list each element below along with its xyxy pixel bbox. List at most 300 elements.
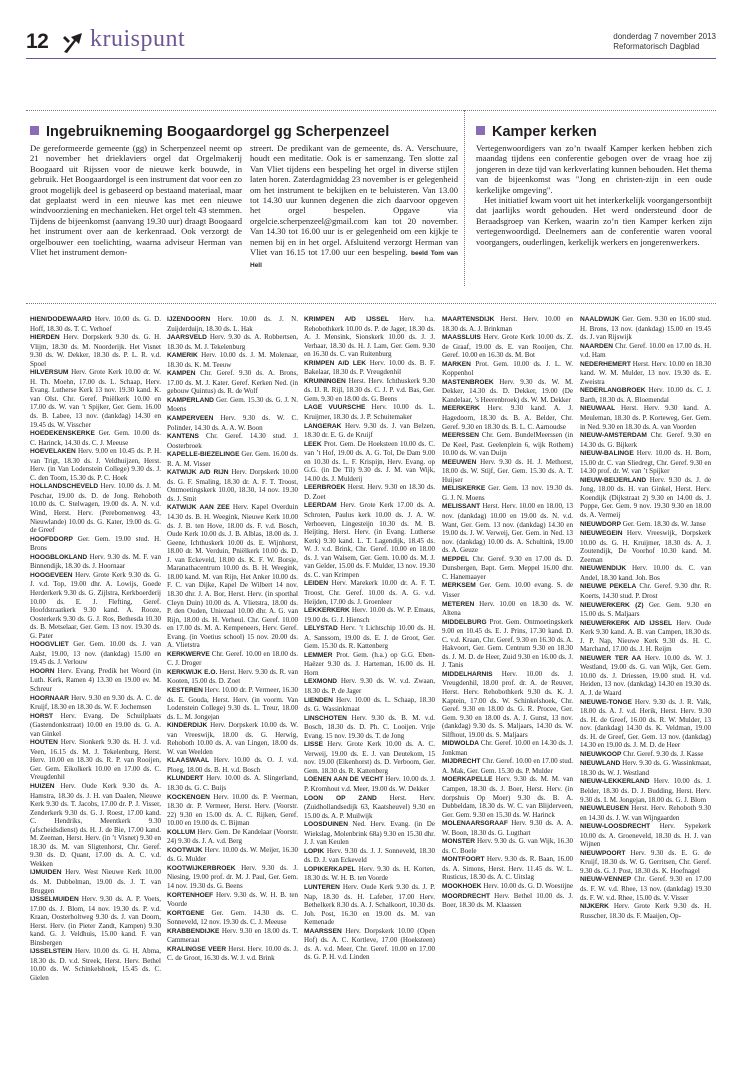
listing-entry bbox=[580, 849, 711, 876]
listing-entry bbox=[167, 846, 298, 864]
listing-services: Chr. Geref. 10.00 en 18.00 ds. C. J. Droger bbox=[167, 649, 298, 668]
article-kamper-body bbox=[476, 143, 712, 247]
listing-place: MEEUWEN bbox=[442, 458, 477, 466]
listing-entry bbox=[442, 775, 573, 819]
title-bullet-icon bbox=[30, 126, 39, 135]
listing-entry bbox=[167, 333, 298, 351]
listing-entry bbox=[442, 458, 573, 485]
listing-place: NIEUWERKERK A/D IJSSEL bbox=[580, 619, 673, 627]
listing-entry bbox=[30, 895, 161, 947]
listing-entry bbox=[30, 868, 161, 895]
listing-entry bbox=[304, 579, 435, 606]
listing-place: LEEK bbox=[304, 440, 322, 448]
listing-place: KAPELLE-BIEZELINGE bbox=[167, 451, 240, 459]
listing-services: Herv. 10.00 ds. C. J. Barth, 18.30 ds. A. Bloemendal bbox=[580, 386, 711, 404]
listing-services: Herv. 9.30 ds. J. J. Sonneveld, 18.30 ds. D. J. van Eckeveld bbox=[304, 846, 435, 865]
listing-services: Herv. 10.00 ds. A. Slingerland, 18.30 ds. G. C. Buijs bbox=[167, 774, 298, 792]
listing-place: MOERKAPELLE bbox=[442, 776, 493, 784]
listing-entry bbox=[30, 571, 161, 640]
listing-entry bbox=[580, 315, 711, 342]
listing-entry bbox=[30, 315, 161, 333]
listing-services: Herv. West Nieuwe Kerk 10.00 ds. M. Dubbelman, 19.00 ds. J. T. van Bruggen bbox=[30, 868, 161, 895]
listing-place: NIEUWAAL bbox=[580, 405, 616, 413]
listing-place: NIEUWLEUSEN bbox=[580, 805, 629, 813]
listing-services: Herv. Bethel 10.00 ds. J. Boer, 18.30 ds. M. Klaassen bbox=[442, 891, 573, 910]
listing-place: MOOKHOEK bbox=[442, 883, 482, 890]
listing-entry bbox=[30, 712, 161, 739]
article-title-kamper bbox=[476, 124, 597, 140]
listing-place: LOPIK bbox=[304, 847, 325, 855]
listing-entry bbox=[304, 624, 435, 651]
listing-entry bbox=[580, 875, 711, 902]
listing-column bbox=[580, 315, 711, 1063]
listing-services: Chr. Geref. 14.30 stud. J. Oosterbroek bbox=[167, 432, 298, 450]
listing-place: MERKSEM bbox=[442, 582, 476, 590]
listing-place: LOPIKERKAPEL bbox=[304, 865, 356, 873]
listing-entry bbox=[30, 694, 161, 712]
listing-place: KOOTWIJK bbox=[167, 846, 203, 854]
listing-entry bbox=[580, 520, 711, 530]
listing-place: HOORN bbox=[30, 667, 55, 675]
listing-services: Herv. 9.30 ds. B. M. v.d. Bosch, 18.30 ds. D. Ph. C. Looijen. Vrije Evang. 15 nov. 19.30 ds. T. de Jong bbox=[304, 713, 435, 740]
listing-services: Herv. 10.00 ds. G. H. Abma, 18.30 ds. D. v.d. Streek, Herst. Herv. Bethel 10.00 ds. W. Schinkelshoek, 15.45 ds. C. Gielen bbox=[30, 947, 161, 983]
listing-services: Prot. Gem. Ontmoetingskerk 9.00 en 10.45 ds. E. J. Prins, 17.30 kand. D. C. v.d. Kraan, Chr. Geref. 9.30 en 16.30 ds. A. Hakvoort, Ger. Gem. Centrum 9.30 en 18.30 ds. J. M. D. de Heer, Zuid 9.30 en 16.00 ds. J. J. Tanis bbox=[442, 617, 573, 670]
listing-entry bbox=[167, 450, 298, 468]
listing-entry bbox=[167, 686, 298, 721]
listing-place: KANTENS bbox=[167, 433, 199, 441]
listing-services: Herv. 9.00 en 10.45 ds. P. H. van Trigt, 18.30 ds. J. Veldhuijzen, Herst. Herv. (in Van Lodenstein College) 9.30 ds. J. C. den Toom, 15.30 ds. P. C. Hoek bbox=[30, 447, 161, 482]
listing-services: Chr. Geref. 9.30 en 17.00 ds. D. Dunsbergen, Bapt. Gem. Meppel 16.00 dhr. C. Hanemaayer bbox=[442, 554, 573, 581]
listing-place: MEERKERK bbox=[442, 405, 480, 413]
listing-entry bbox=[304, 606, 435, 624]
listing-services: Chr. Geref. 9.30 dhr. R. Koerts, 14.30 stud. P. Drost bbox=[580, 582, 711, 600]
listing-services: Herv. 10.00 ds. H. Born, 15.00 dr. C. van Sliedregt, Chr. Geref. 9.30 en 14.30 prof. dr. W. van ’t Spijker bbox=[580, 449, 711, 476]
listing-place: KATWIJK A/D RIJN bbox=[167, 469, 229, 477]
listing-entry bbox=[580, 449, 711, 476]
listing-place: KINDERDIJK bbox=[167, 722, 208, 730]
listing-services: Herv. 9.30 ds. H. J. Methorst, 18.00 ds. W. Stijf, Ger. Gem. 15.30 ds. A. T. Huijser bbox=[442, 457, 573, 484]
listing-place: KRIMPEN A/D LEK bbox=[304, 359, 367, 367]
header-dateline bbox=[613, 32, 716, 52]
listing-entry bbox=[30, 553, 161, 571]
listing-services: Herv. 10.00 ds. C. van Andel, 18.30 kand. Joh. Bos bbox=[580, 564, 711, 582]
listing-place: MASTENBROEK bbox=[442, 378, 494, 386]
listing-services: Prot. Gem. (h.a.) op G.G. Eben-Haëzer 9.30 ds. J. Harteman, 16.00 ds. H. Horn bbox=[304, 650, 435, 677]
listing-services: Ger. Gem. 10.00 ds. J. van Aalst, 19.00, 13 nov. (dankdag) 15.00 en 19.45 ds. J. Verlouw bbox=[30, 640, 161, 667]
article-title-orgel bbox=[30, 124, 389, 140]
listing-place: NIEUWE PEKELA bbox=[580, 583, 637, 591]
listing-services: Ger. Gem. 13 nov. 19.30 ds. G. J. N. Moens bbox=[442, 484, 573, 502]
listing-entry bbox=[580, 902, 711, 920]
listing-entry bbox=[167, 396, 298, 414]
listing-services: Ger. Gem. 10.00 ds. C. Harinck, 14.30 ds. C. J. Meeuse bbox=[30, 429, 161, 447]
listing-entry bbox=[580, 431, 711, 449]
listing-services: Herv. 10.00 ds. J. M. Molenaar, 18.30 ds. K. M. Teeuw bbox=[167, 351, 298, 369]
listing-services: Herv. Grote Kerk 10.00 ds. Z. de Graaf, 19.00 ds. E. van Rooijen, Chr. Geref. 10.00 en 16.30 ds. M. Bot bbox=[442, 333, 573, 360]
listing-services: Ned. Herv. Evang. (in De Wiekslag, Molenbrink 68a) 9.30 en 15.30 dhr. J. J. van Keulen bbox=[304, 820, 435, 847]
listing-services: Herv. Dorpskerk 10.00 ds. W. van Vreeswijk, 18.00 ds. G. Herwig, Rehoboth 10.00 ds. A. van Lingen, 18.00 ds. W. van Weelden bbox=[167, 721, 298, 756]
listing-services: Herv. 9.30 ds. J. R. Valk, 18.00 ds. A. J. v.d. Herik, Herst. Herv. 9.30 ds. H. de Greef, 16.00 ds. R. W. Mulder, 13 nov. (dankdag) 14.30 ds. K. Veldman, 19.00 ds. H. de Greef, Ger. Gem. 13 nov. (dankdag) 14.30 en 19.00 ds. J. M. D. de Heer bbox=[580, 697, 711, 750]
article-kamper-paragraph-2: Het initiatief kwam voort uit het interkerkelijk voorgangersontbijt dat jaarlijks wordt gehouden. Het werd ondersteund door de Beraadsgroep van Kerken, waarin zo’n tien Kamper kerken zijn vertegenwoordigd. Deelnemers aan de conferentie waren vooral voorgangers, ouderlingen, kerkelijk werkers en jongerenwerkers. bbox=[476, 195, 712, 247]
listing-place: KRUININGEN bbox=[304, 377, 346, 385]
listing-place: KRALINGSE VEER bbox=[167, 945, 227, 953]
listing-services: Herv. 10.00 ds. W. P. Emaus, 19.00 ds. G. J. Hiensch bbox=[304, 606, 435, 624]
listing-entry bbox=[442, 739, 573, 757]
listing-services: Herv. 9.30 ds. A. Robbertsen, 18.30 ds. M. J. Tekelenburg bbox=[167, 333, 298, 351]
listing-place: LEMMER bbox=[304, 651, 333, 659]
listing-place: HOOGEVEEN bbox=[30, 571, 73, 579]
listing-services: Chr. Geref. 10.00 en 17.00 ds. H. v.d. Ham bbox=[580, 341, 711, 360]
divider-top bbox=[26, 110, 716, 111]
listing-entry bbox=[167, 891, 298, 909]
listing-services: Herv. 10.00 ds. J. Belder, 18.30 ds. D. J. Budding, Herst. Herv. 9.30 ds. I. M. Jongejan, 18.00 ds. G. J. Blom bbox=[580, 777, 711, 804]
listing-entry bbox=[30, 738, 161, 782]
listing-place: HOEDEKENSKERKE bbox=[30, 430, 95, 438]
listing-entry bbox=[580, 529, 711, 564]
listing-services: Ger. Gem. 19.00 stud. H. Brons bbox=[30, 534, 161, 553]
listing-entry bbox=[30, 333, 161, 368]
listing-entry bbox=[304, 501, 435, 579]
listing-entry bbox=[304, 883, 435, 927]
listing-place: LELYSTAD bbox=[304, 625, 338, 633]
listing-entry bbox=[304, 651, 435, 678]
listing-services: Herv. Sionkerk 9.30 ds. H. J. v.d. Veen, 16.15 ds. M. J. Tekelenburg, Herst. Herv. 10.00 en 18.30 ds. R. P. van Rooijen, Ger. Gem. Eikolkerk 10.00 en 17.00 ds. C. Vreugdenhil bbox=[30, 738, 161, 782]
listing-entry bbox=[442, 670, 573, 739]
listing-entry bbox=[304, 820, 435, 847]
listing-entry bbox=[580, 601, 711, 619]
listing-place: MOLENAARSGRAAF bbox=[442, 820, 508, 828]
listing-place: NIEUWER TER AA bbox=[580, 654, 642, 662]
listing-place: METEREN bbox=[442, 600, 475, 608]
listing-place: LINSCHOTEN bbox=[304, 714, 347, 722]
listing-entry bbox=[442, 837, 573, 855]
listing-place: KAMERIK bbox=[167, 352, 198, 360]
listing-place: NIJKERK bbox=[580, 903, 609, 911]
listing-services: Herv. 10.00 dr. P. Vermeer, 16.30 ds. E. Gouda, Herst. Herv. (in voorm. Van Lodenstein College) 9.30 ds. L. Treur, 18.00 ds. L. M. Jongejan bbox=[167, 685, 298, 721]
listing-place: KRIMPEN A/D IJSSEL bbox=[304, 316, 389, 323]
listing-entry bbox=[167, 945, 298, 963]
article-orgel-paragraph-2: streert. De predikant van de gemeente, ds. A. Verschuure, houdt een meditatie. Ook is er samenzang. Ten slotte zal Van Vliet tijdens een bespeling het orgel in diverse stijlen laten horen. Zaterdagmiddag 23 november is er gelegenheid om het instrument te bekijken en te beluisteren. Van 13.00 tot 14.30 uur kunnen degenen die zich daarvoor opgeven het orgel bespelen. Opgave via orgelcie.scherpenzeel@gmail.com kan tot 20 november. Van 14.30 tot 16.00 uur is er gelegenheid om een kijkje te nemen bij en in het orgel. Afsluitend verzorgt Herman van Vliet van 16.15 tot 17.00 uur een bespeling. beeld Tom van Hell bbox=[250, 143, 459, 270]
listing-entry bbox=[304, 740, 435, 775]
listing-services: Herv. Dorpskerk 9.30 ds. G. H. Vlijm, 18.30 ds. M. Noorderijk. Het Visnet 9.30 ds. W. Dekker, 18.30 ds. P. L. R. v.d. Spoel bbox=[30, 333, 161, 368]
listing-place: MIDDELBURG bbox=[442, 618, 487, 626]
listing-place: KAMPEN bbox=[167, 370, 196, 378]
listing-entry bbox=[442, 484, 573, 502]
listing-entry bbox=[580, 759, 711, 777]
listing-services: Herv. 9.30 ds. W. M. Dekker, 14.30 ds. D. Dekker, 19.00 (De Kandelaar, ’s Heerenbroek) ds. W. M. Dekker bbox=[442, 377, 573, 404]
listing-entry bbox=[304, 377, 435, 404]
divider-listings bbox=[26, 303, 716, 304]
listing-services: Herv. Evang. Predik het Woord (in Luth. Kerk, Ramen 4) 13.30 en 19.00 ev. M. Schreur bbox=[30, 666, 161, 693]
listing-services: Herst. Herv. 10.00 en 18.30 ds. A. J. Brinkman bbox=[442, 315, 573, 333]
listing-entry bbox=[167, 315, 298, 333]
listing-services: Herv. 9.30 ds. A. P. Voets, 17.00 ds. J. Blom, 14 nov. 19.30 ds. P. v.d. Kraan, Oosterholtweg 9.30 ds. J. van Doorn, Herst. Herv. (in Pieter Zandt, Kampen) 9.30 kand. G. J. Veldhuis, 15.00 kand. F. van Binsbergen bbox=[30, 895, 161, 947]
listing-place: HOOFDDORP bbox=[30, 535, 73, 543]
article-orgel-col1 bbox=[30, 143, 242, 257]
listing-place: LAGE VUURSCHE bbox=[304, 404, 366, 412]
listing-services: Herv. Gem. De Kandelaar (Voorstr. 24) 9.30 ds. J. A. v.d. Berg bbox=[167, 827, 298, 846]
listing-entry bbox=[442, 581, 573, 599]
listing-services: Herv. Sypekerk 10.00 ds. A. Groeneveld, 18.30 ds. H. J. van Wijnen bbox=[580, 822, 711, 849]
listing-entry bbox=[304, 403, 435, 421]
listing-place: LEERDAM bbox=[304, 502, 337, 510]
listing-services: Herv. 9.30 ds. E. G. de Kruijf, 18.30 ds. W. G. Gerritsen, Chr. Geref. 9.30 ds. G. J. Post, 18.30 ds. K. Hoefnagel bbox=[580, 848, 711, 875]
listing-place: KLUNDERT bbox=[167, 775, 204, 783]
listing-entry bbox=[442, 404, 573, 431]
listing-entry bbox=[304, 440, 435, 484]
listing-place: NAALDWIJK bbox=[580, 316, 620, 323]
listing-services: Herv. 10.00 ds. J. Vreugdenhil, 18.00 prof. dr. A. de Reuver, Herst. Herv. Rehobothkerk 9.30 ds. K. J. Kaptein, 17.00 ds. W. Schinkelshoek, Chr. Geref. 9.30 en 18.00 ds. G. R. Procee, Ger. Gem. 9.30 en 18.00 ds. A. J. Gunst, 13 nov. (dankdag) 9.30 ds. S. Maljaars, 14.30 ds. W. Silfhout, 19.00 ds. S. Maljaars bbox=[442, 669, 573, 739]
listing-entry bbox=[30, 429, 161, 447]
listing-entry bbox=[30, 947, 161, 982]
listing-services: Chr. Gem. BundelMeerssen (in De Keel, Past. Geelenplein 6, wijk Rothem) 10.00 ds. W. van Duijn bbox=[442, 431, 573, 458]
listing-services: Herst. Herv. 9.30 ds. R. van Kooten, 15.00 ds. D. Zoet bbox=[167, 667, 298, 686]
listing-services: Herv. ’t Lichtschip 10.00 ds. H. A. Sanssom, 19.00 ds. E. J. de Groot, Ger. Gem. 15.30 ds. R. Kattenberg bbox=[304, 624, 435, 651]
listing-services: Herv. Kapel Overduin 14.30 ds. B. H. Weegink, Nieuwe Kerk 10.00 ds. J. B. ten Hove, 18.00 ds. F. v.d. Bosch, Oude Kerk 10.00 ds. J. B. Alblas, 18.00 ds. J. Geene, Ichthuskerk 10.00 ds. E. Wijnhorst, 18.00 dr. M. Verduin, Pniëlkerk 10.00 ds. D. J. van Eckeveld, 18.00 ds. K. F. W. Borsje, Maranathacentrum 10.00 ds. B. H. Weegink, 18.00 kand. M. van Rijn, Het Anker 10.00 ds. F. C. van Dijke, Kapel De Wilbert 14 nov. 18.30 dhr. J. A. Bor, Herst. Herv. (in sporthal Cleyn Duin) 10.00 ds. A. Vlietstra, 18.00 ds. P. den Ouden, Uniezaal 10.00 dhr. A. G. van Rijn, 18.00 ds. H. Verheul. Chr. Geref. 10.00 en 17.00 ds. M. A. Kempeneers, Herv. Geref. Evang. (in Voetius school) 15 nov. 20.00 ds. A. Vlietstra bbox=[167, 503, 298, 650]
listing-place: NIEUWE-TONGE bbox=[580, 698, 632, 706]
listing-place: HUIZEN bbox=[30, 782, 55, 790]
listing-entry bbox=[167, 756, 298, 774]
listing-column bbox=[442, 315, 573, 1063]
listing-services: Chr. Geref. 10.00 en 14.30 ds. J. Jonkman bbox=[442, 739, 573, 757]
listing-entry bbox=[580, 582, 711, 600]
listing-entry bbox=[30, 368, 161, 429]
listing-services: Herv. 9.30 ds. H. Korten, 18.30 ds. W. H. B. ten Voorde bbox=[304, 864, 435, 883]
listing-place: LOENEN AAN DE VECHT bbox=[304, 776, 384, 784]
listing-place: MEPPEL bbox=[442, 555, 470, 563]
listing-entry bbox=[580, 822, 711, 849]
listing-place: KATWIJK AAN ZEE bbox=[167, 504, 230, 512]
listing-entry bbox=[304, 677, 435, 695]
listing-place: HOOGBLOKLAND bbox=[30, 553, 88, 561]
listing-entry bbox=[167, 369, 298, 396]
listing-entry bbox=[304, 847, 435, 865]
listing-entry bbox=[167, 793, 298, 828]
listing-services: Herv. Grote Kerk 9.30 ds. G. J. v.d. Top, 19.00 dhr. A. Lowijs, Goede Herderkerk 9.30 ds. G. Zijlstra, Kerkboerderij 10.00 ds. E. J. Flefting, Geref. Hoofdstraatkerk 9.30 kand. A. Rooze, Oosterkerk 9.30 ds. G. J. Ros, Bethesda 10.30 ds. B. Metselaar, Ger. Gem. 13 nov. 19.30 ds. G. Pater bbox=[30, 570, 161, 640]
header-rule bbox=[26, 58, 716, 59]
listing-services: Ger. Gem. 14.30 ds. C. Sonneveld, 12 nov. 19.30 ds. C. J. Meeuse bbox=[167, 908, 298, 927]
listing-entry bbox=[167, 503, 298, 649]
listing-place: KESTEREN bbox=[167, 686, 203, 694]
listing-entry bbox=[442, 555, 573, 582]
listing-place: LEERBROEK bbox=[304, 484, 346, 492]
listing-place: KAMPERVEEN bbox=[167, 415, 214, 423]
listing-services: Herv. Evang. De Schuilplaats (Gastendonkstraat) 10.00 en 19.00 ds. G. A. van Ginkel bbox=[30, 711, 161, 738]
listing-entry bbox=[580, 564, 711, 582]
listing-entry bbox=[442, 502, 573, 554]
listing-entry bbox=[30, 640, 161, 667]
listing-place: HILVERSUM bbox=[30, 369, 69, 377]
listing-services: Ger. Gem. 9.30 en 16.00 stud. H. Brons, 13 nov. (dankdag) 15.00 en 19.45 ds. J. van Rijswijk bbox=[580, 315, 711, 342]
listing-entry bbox=[30, 667, 161, 694]
listing-services: Herst. Herv. 10.00 ds. J. C. de Groot, 16.30 ds. W. J. v.d. Brink bbox=[167, 944, 298, 963]
listing-place: KAMPERLAND bbox=[167, 396, 214, 404]
listing-place: MEERSSEN bbox=[442, 432, 480, 440]
listing-entry bbox=[167, 927, 298, 945]
listing-services: Chr. Geref. 9.30 en 17.00 ds. F. W. v.d. Rhee, 13 nov. (dankdag) 19.30 ds. F. W. v.d. Rhee, 15.00 ds. V. Visser bbox=[580, 875, 711, 902]
listing-place: JAARSVELD bbox=[167, 334, 207, 342]
newspaper-name: Reformatorisch Dagblad bbox=[613, 42, 700, 51]
listing-services: Herst. Herv. Rehoboth 9.30 en 14.30 ds. J. W. van Wijngaarden bbox=[580, 804, 711, 822]
listing-entry bbox=[442, 855, 573, 882]
listing-entry bbox=[442, 378, 573, 405]
listing-entry bbox=[442, 333, 573, 360]
listing-entry bbox=[304, 422, 435, 440]
listing-services: Herv. 9.30 ds. W. C. Polinder, 14.30 ds. A. A. W. Boon bbox=[167, 414, 298, 432]
listing-place: LUNTEREN bbox=[304, 884, 340, 891]
listing-place: MAASSLUIS bbox=[442, 334, 481, 342]
section-title: kruispunt bbox=[90, 26, 186, 52]
listing-entry bbox=[442, 360, 573, 378]
listing-place: MAARSSEN bbox=[304, 927, 342, 935]
listing-place: HOORNAAR bbox=[30, 694, 69, 702]
listing-services: Herv. Dorpskerk 10.00 (Open Hof) ds. A. C. Kortleve, 17.00 (Hoeksteen) ds. A. v.d. Meer, Chr. Geref. 10.00 en 17.00 ds. G. P. H. v.d. Linden bbox=[304, 926, 435, 962]
listing-entry bbox=[30, 482, 161, 534]
listing-services: Herst. Herv. (Zuidhollandsedijk 63, Kaatsheuvel) 9.30 en 15.00 ds. A. P. Muilwijk bbox=[304, 793, 435, 820]
listing-services: Herv. Dorpskerk 10.00 ds. G. F. Smaling, 18.30 dr. A. F. T. Troost, Ontmoetingskerk 10.00, 18.30, 14 nov. 19.30 ds. J. Smit bbox=[167, 468, 298, 503]
listing-entry bbox=[304, 359, 435, 377]
listing-entry bbox=[30, 535, 161, 553]
listing-services: Prot. Gem. 10.00 ds. J. L. W. Koppenhol bbox=[442, 359, 573, 378]
listing-services: Herv. 10.00 ds. P. Veerman, 18.30 dr. P. Vermeer, Herst. Herv. (Voorstr. 22) 9.30 en 15.00 ds. A. C. Rijken, Geref. 10.00 en 19.00 ds. C. Bijman bbox=[167, 792, 298, 828]
listing-entry bbox=[442, 882, 573, 892]
listing-entry bbox=[167, 414, 298, 432]
listing-services: Prot. Gem. De Hoeksteen 10.00 ds. C. van ’t Hof, 19.00 ds. A. G. Tol, De Dam 9.00 en 10.30 ds. L. F. Krispijn, Herv. Evang. op G.G. (in De Til) 9.30 ds. J. M. van Wijk, 14.00 ds. J. Mulderij bbox=[304, 439, 435, 483]
listing-services: Herv. 10.00 ds. B. F. Bakelaar, 18.30 ds. P. Vreugdenhil bbox=[304, 358, 435, 377]
listing-entry bbox=[580, 777, 711, 804]
listing-services: Herv. 10.00 ds. O. J. v.d. Ploeg, 18.00 ds. B. H. v.d. Bosch bbox=[167, 756, 298, 774]
listing-services: Herst. Herv. 10.00 en 18.30 kand. W. M. Mulder, 13 nov. 19.30 ds. E. Zweistra bbox=[580, 359, 711, 386]
listing-services: Chr. Geref. 9.30 ds. A. Brons, 17.00 ds. M. J. Kater. Geref. Kerken Ned. (in gebouw Quintus) ds. R. de Wolf bbox=[167, 369, 298, 396]
listing-place: NIEUWENDIJK bbox=[580, 565, 627, 573]
listing-entry bbox=[167, 668, 298, 686]
listing-place: NIEUW-LOOSDRECHT bbox=[580, 823, 651, 831]
listing-services: Herst. Herv. 10.00 en 18.00, 13 nov. (dankdag) 10.00 en 19.00 ds. N. v.d. Want, Ger. Gem. 13 nov. (dankdag) 14.30 en 19.00 ds. J. W. Verweij, Ger. Gem. in Ned. 13 nov. (dankdag) 10.00 ds. A. Schultink, 19.00 ds. A. Geuze bbox=[442, 502, 573, 555]
listing-services: Ger. Gem. 18.30 ds. W. Janse bbox=[621, 519, 706, 528]
listing-entry bbox=[304, 696, 435, 714]
article-orgel-paragraph-1: De gereformeerde gemeente (gg) in Scherpenzeel neemt op 21 november het drieklaviers orgel dat Orgelmakerij Boogaard uit Rijssen voor de nieuwe kerk bouwde, in gebruik. Het Boogaardorgel is een instrument dat voor een zo groot mogelijk deel is gebaseerd op bestaand materiaal, maar dat geplaatst werd in een nieuwe kas met een nieuwe windvoorziening en mechanieken. Het orgel telt 43 stemmen. Tijdens de bijeenkomst (aanvang 19.30 uur) draagt Boogaard het instrument over aan de kerkenraad. Ook verzorgt de orgelbouwer een toelichting, waarna adviseur Herman van Vliet het instrument demon- bbox=[30, 143, 242, 258]
listing-entry bbox=[580, 654, 711, 698]
listing-entry bbox=[167, 774, 298, 792]
listing-services: Chr. Geref. 9.30 ds. J. Kasse bbox=[621, 749, 704, 758]
listing-place: KRABBENDIJKE bbox=[167, 927, 220, 935]
listing-services: Herv. 10.00 en 18.30 ds. W. Altena bbox=[442, 599, 573, 618]
listing-entry bbox=[442, 892, 573, 910]
listing-services: Herv. Oude Kerk 9.30 ds. A. Hamstra, 18.30 ds. J. H. van Daalen, Nieuwe Kerk 9.30 ds. T. Jacobs, 17.00 dr. P. J. Visser, Zenderkerk 9.30 ds. G. J. Roest, 17.00 kand. C. Hendriks, Meentkerk 9.30 (afscheidsdienst) ds. H. J. de Bie, 17.00 kand. M. Zeeman, Herst. Herv. (in ’t Visnet) 9.30 en 18.30 ds. M. van Sligtenhorst, Chr. Geref. 9.30 ds. D. Quant, 17.00 ds. A. C. v.d. Wekken bbox=[30, 781, 161, 868]
listing-place: LEIDEN bbox=[304, 580, 329, 588]
listing-entry bbox=[442, 757, 573, 775]
listing-place: HOUTEN bbox=[30, 739, 58, 747]
listing-entry bbox=[167, 909, 298, 927]
listing-entry bbox=[30, 447, 161, 482]
listing-place: MIJDRECHT bbox=[442, 758, 481, 766]
listing-place: LEKKERKERK bbox=[304, 607, 350, 615]
listing-place: NEDERHEMERT bbox=[580, 360, 631, 368]
listing-services: Herv. Oude Kerk 9.30 kand. A. B. van Campen, 18.30 ds. J. P. Nap, Nieuwe Kerk 9.30 ds. H. C. Marchand, 17.00 ds. J. H. Reijm bbox=[580, 618, 711, 654]
listing-services: Herv. 9.30 ds. G. Wassinkmaat, 18.30 ds. W. J. Westland bbox=[580, 759, 711, 777]
listing-services: Herv. 9.30 ds. R. Baan, 16.00 ds. A. Simons, Herst. Herv. 11.45 ds. W. L. Rusticus, 18.30 ds. A. C. Uitslag bbox=[442, 855, 573, 882]
listing-services: Herv. 10.00 ds. J. P. Kromhout v.d. Meer, 19.00 ds. W. Dekker bbox=[304, 775, 435, 793]
listing-place: MONSTER bbox=[442, 838, 475, 846]
listing-services: Herv. 9.30 en 9.30 ds. A. C. de Kruijf, 18.30 en 18.30 ds. W. F. Jochemsen bbox=[30, 693, 161, 712]
listing-services: Herv. 9.30 ds. G. van Wijk, 16.30 ds. C. Boele bbox=[442, 837, 573, 855]
listing-services: Herv. Grote Kerk 9.30 ds. H. Russcher, 18.30 ds. F. Maaijen, Op- bbox=[580, 902, 711, 920]
listing-services: Herst. Herv. 9.30 en 18.30 ds. D. Zoet bbox=[304, 483, 435, 501]
listing-column bbox=[30, 315, 161, 1063]
listing-services: Ger. Gem. 16.00 ds. R. A. M. Visser bbox=[167, 450, 298, 468]
listing-entry bbox=[580, 619, 711, 654]
listing-entry bbox=[30, 782, 161, 868]
listing-place: NIEUWPOORT bbox=[580, 849, 626, 857]
article-orgel-col2 bbox=[250, 143, 458, 272]
listing-services: Herv. 10.00 ds. W. J. Westland, 19.00 ds. G. van Wijk, Ger. Gem. 10.00 ds. J. Driessen, 19.00 stud. H. v.d. Heiden, 13 nov. (dankdag) 14.30 en 19.30 ds. A. J. de Waard bbox=[580, 653, 711, 697]
listing-place: NIEUWERKERK (Z) bbox=[580, 601, 644, 609]
divider-vertical bbox=[464, 110, 465, 286]
listing-place: IJSSELMUIDEN bbox=[30, 896, 79, 904]
listing-place: MOORDRECHT bbox=[442, 892, 490, 900]
listing-place: MARKEN bbox=[442, 360, 471, 368]
listing-column bbox=[304, 315, 435, 1063]
listing-entry bbox=[304, 794, 435, 821]
listing-column bbox=[167, 315, 298, 1063]
listing-services: Herv. Grote Kerk 10.00 ds. A. C. Verweij, 19.00 ds. E. J. van Deutekom, 15 nov. 19.00 (Eikenhorst) ds. D. Verboom, Ger. Gem. 18.30 ds. R. Kattenberg bbox=[304, 740, 435, 775]
listing-services: Herv. 9.30 ds. W. H. B. ten Voorde bbox=[167, 890, 298, 909]
listing-place: IJZENDOORN bbox=[167, 316, 211, 323]
listing-services: Herv. 9.30 ds. A. A. W. Boon, 18.30 ds. G. Lugthart bbox=[442, 819, 573, 837]
listing-place: KLAASWAAL bbox=[167, 757, 210, 765]
listing-services: Herv. 9.30 ds. W. v.d. Zwaan, 18.30 ds. P. de Jager bbox=[304, 677, 435, 695]
listing-services: Chr. Geref. 9.30 en 14.30 ds. G. Bijkerk bbox=[580, 431, 711, 449]
listing-entry bbox=[304, 714, 435, 741]
listing-place: KOOTWIJKERBROEK bbox=[167, 864, 236, 872]
page-header bbox=[26, 28, 716, 56]
listing-entry bbox=[304, 775, 435, 793]
listing-services: Herv. Marekerk 10.00 dr. A. F. T. Troost, Chr. Geref. 10.00 ds. A. G. v.d. Heijden, 17.00 ds. J. Groenleer bbox=[304, 579, 435, 606]
article-title-orgel-text: Ingebruikneming Boogaardorgel gg Scherpenzeel bbox=[46, 124, 390, 140]
listing-services: Herv. Vreeswijk, Dorpskerk 10.00 ds. G. H. Kruijmer, 18.30 ds. A. J. Zoutendijk, De Voorhof 10.30 kand. M. Zeeman bbox=[580, 529, 711, 564]
listing-place: NIEUW-AMSTERDAM bbox=[580, 432, 647, 440]
listing-entry bbox=[442, 819, 573, 837]
listing-services: Herv. Grote Kerk 17.00 ds. A. Schroten, Paulus kerk 10.00 ds. J. A. W. Verhoeven, Lingesteijn 10.30 ds. M. B. Heijting, Herst. Herv. (in Evang. Lutherse Kerk) 9.30 kand. L. T. Lagendijk, 18.45 ds. W. J. v.d. Brink, Chr. Geref. 10.00 en 18.00 ds. J. van Walsem, Ger. Gem. 10.00 ds. M. J. van Gelder, 15.00 ds. F. Mulder, 13 nov. 19.30 ds. C. van Krimpen bbox=[304, 501, 435, 579]
listing-services: Herv. 9.30 ds. M. F. van Binnendijk, 18.30 ds. J. Hoornaar bbox=[30, 552, 161, 571]
listing-place: NIEUWKOOP bbox=[580, 750, 622, 758]
listing-place: IJMUIDEN bbox=[30, 869, 62, 877]
listing-entry bbox=[304, 483, 435, 501]
listing-place: NIEUW-LEKKERLAND bbox=[580, 778, 650, 786]
listing-place: LIENDEN bbox=[304, 696, 333, 704]
listing-place: KORTENHOEF bbox=[167, 891, 214, 899]
listing-services: Herv. 10.00 ds. J. N. Zuijderduijn, 18.30 ds. L. Hak bbox=[167, 315, 298, 333]
listing-place: HIEN/DODEWAARD bbox=[30, 316, 92, 323]
listing-services: Herv. Grote Kerk 10.00 dr. W. H. Th. Moehn, 17.00 ds. L. Schaap, Herv. Evang. Lutherse Kerk 13 nov. 19.30 kand. K. van Olst. Chr. Geref. Pniëlkerk 10.00 en 17.00 ds. W. van ’t Spijker, Ger. Gem. 16.00 ds. B. Labee, 13 nov. (dankdag) 14.30 en 19.45 ds. W. Visscher bbox=[30, 368, 161, 429]
listing-entry bbox=[580, 698, 711, 750]
page-number: 12 bbox=[26, 30, 49, 53]
header-date: donderdag 7 november 2013 bbox=[613, 32, 716, 41]
listing-entry bbox=[167, 828, 298, 846]
listing-entry bbox=[580, 804, 711, 822]
listing-entry bbox=[580, 750, 711, 760]
listing-entry bbox=[304, 927, 435, 962]
listing-entry bbox=[304, 865, 435, 883]
listing-place: HOOGVLIET bbox=[30, 641, 69, 649]
article-kamper-paragraph-1: Vertegenwoordigers van zo’n twaalf Kamper kerken hebben zich maandag tijdens een conferentie gebogen over de vraag hoe zij jongeren in deze tijd van kerkverlating kunnen behouden. Het thema van de bijeenkomst was "Jong en christen-zijn in een oude kerkelijke omgeving". bbox=[476, 143, 712, 195]
listing-place: HIERDEN bbox=[30, 334, 60, 342]
listing-services: Herv. 9.30 ds. J. de Jong, 18.00 ds. H. van Ginkel, Herst. Herv. Koendijk (Dijkstraat 2) 9.30 en 14.00 ds. J. Poppe, Ger. Gem. 9 nov. 19.30 9.30 en 18.00 ds. A. Vermeij bbox=[580, 475, 711, 520]
listing-services: Herv. 9.30 ds. J. Niesing, 19.00 prof. dr. M. J. Paul, Ger. Gem. 14 nov. 19.30 ds. G. Beens bbox=[167, 863, 298, 890]
listing-services: Herv. 9.30 ds. M. M. van Campen, 18.30 ds. J. Boer, Herst. Herv. (in dorpshuis Op Moer) 9.30 ds. B. A. Dubbeldam, 18.30 ds. W. C. van Blijderveen, Ger. Gem. 9.30 en 15.30 ds. W. Harinck bbox=[442, 775, 573, 819]
listing-place: MIDDELHARNIS bbox=[442, 670, 493, 678]
listing-services: Herv. Oude Kerk 9.30 ds. J. P. Nap, 18.30 ds. H. Lafeber, 17.00 Herv. Bethelkerk 8.30 ds. A. J. Schalkoort, 10.30 ds. Joh. Post, 16.30 en 19.00 ds. M. van Kemenade bbox=[304, 883, 435, 927]
